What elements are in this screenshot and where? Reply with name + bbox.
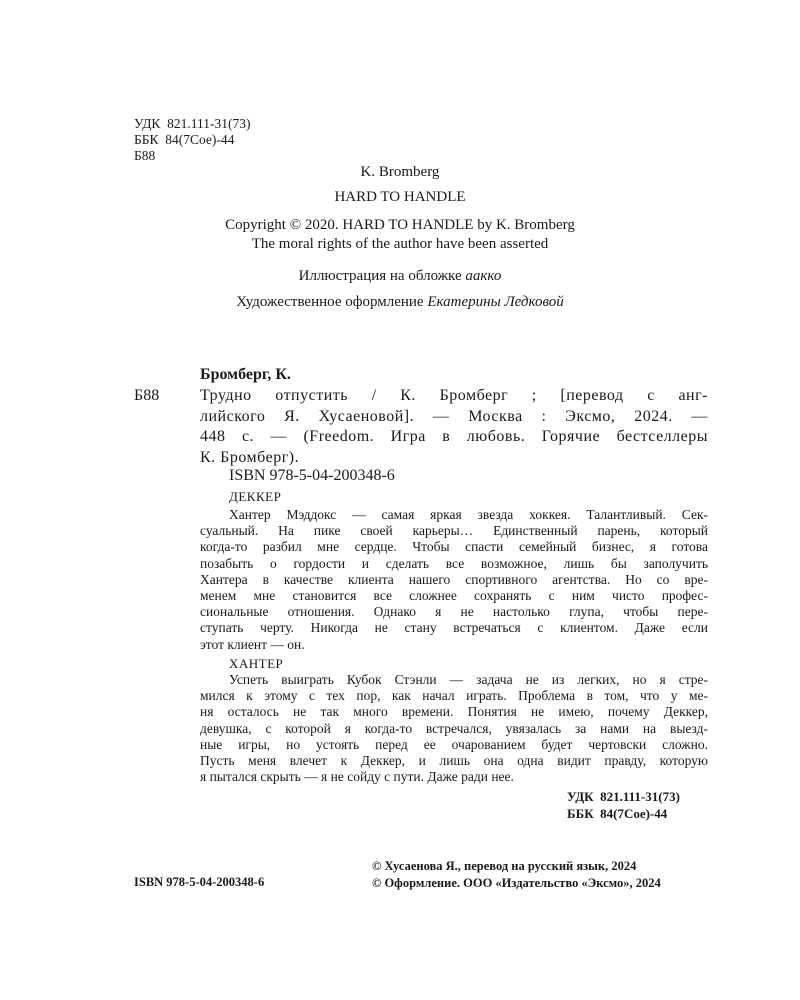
annotation-line: сиональные отношения. Однако я не настолько глупа, чтобы пере-	[200, 604, 708, 620]
illustration-label: Иллюстрация на обложке	[298, 268, 462, 284]
hunter-heading: ХАНТЕР	[229, 656, 284, 671]
udk-code: УДК 821.111-31(73)	[134, 116, 251, 131]
footer-bbk: ББК 84(7Сое)-44	[567, 806, 668, 821]
annotation-line: девушка, с которой я когда-то встречался, увязалась за нами на выезд-	[200, 720, 708, 736]
design-credit	[0, 294, 800, 311]
footer-classification	[567, 788, 680, 822]
annotation-line: Успеть выиграть Кубок Стэнли — задача не из легких, но я стре-	[229, 672, 708, 687]
annotation-line: я пытался скрыть — я не сойду с пути. Даже ради нее.	[200, 769, 514, 785]
translation-copyright: © Хусаенова Я., перевод на русский язык, 2024	[372, 859, 637, 873]
design-name: Екатерины Ледковой	[427, 294, 564, 310]
annotation-line: Хантера в качестве клиента нашего спортивного агентства. Но со вре-	[200, 571, 708, 587]
annotation-line: ные игры, но устоять перед ее очарованием будет чертовски сложно.	[200, 736, 708, 752]
decker-annotation	[200, 507, 708, 653]
catalog-isbn: ISBN 978-5-04-200348-6	[229, 467, 395, 484]
annotation-line: когда-то разбил мне сердце. Чтобы спасти семейный бизнес, я готова	[200, 539, 708, 555]
original-title: HARD TO HANDLE	[334, 189, 466, 205]
annotation-line: суальный. На пике своей карьеры… Единственный парень, который	[200, 523, 708, 539]
hunter-annotation	[200, 672, 708, 785]
catalog-description	[200, 386, 708, 468]
catalog-mark: Б88	[134, 387, 160, 404]
annotation-line: ступать черту. Никогда не стану встречаться с клиентом. Даже если	[200, 620, 708, 636]
description-line: К. Бромберг).	[200, 448, 300, 466]
annotation-line: Хантер Мэддокс — самая яркая звезда хоккея. Талантливый. Сек-	[229, 507, 708, 522]
annotation-line: ня осталось не так много времени. Понятия не имею, почему Деккер,	[200, 704, 708, 720]
design-copyright: © Оформление. ООО «Издательство «Эксмо», 2024	[372, 876, 661, 890]
bbk-code: ББК 84(7Сое)-44	[134, 132, 235, 147]
author-mark: Б88	[134, 148, 156, 163]
catalog-author-heading: Бромберг, К.	[200, 366, 291, 383]
footer-isbn: ISBN 978-5-04-200348-6	[134, 875, 265, 889]
moral-rights-line: The moral rights of the author have been asserted	[251, 236, 549, 252]
classification-block	[134, 116, 251, 164]
design-label: Художественное оформление	[236, 294, 424, 310]
annotation-line: этот клиент — он.	[200, 636, 305, 652]
annotation-line: мился к этому с тех пор, как начал играть. Проблема в том, что у ме-	[200, 688, 708, 704]
footer-udk: УДК 821.111-31(73)	[567, 789, 680, 804]
annotation-line: Пусть меня влечет к Деккер, и лишь она одна видит правду, которую	[200, 753, 708, 769]
decker-heading: ДЕККЕР	[229, 489, 282, 504]
description-line: 448 с. — (Freedom. Игра в любовь. Горячие бестселлеры	[200, 428, 708, 445]
description-line: лийского Я. Хусаеновой]. — Москва : Эксмо, 2024. —	[200, 407, 708, 425]
annotation-line: позабыть о гордости и сделать все возможное, лишь бы заполучить	[200, 555, 708, 571]
illustration-credit	[0, 268, 800, 285]
annotation-line: менем мне становится все сложнее сохранять с ним чисто профес-	[200, 588, 708, 604]
copyright-line: Copyright © 2020. HARD TO HANDLE by K. Bromberg	[225, 217, 575, 233]
footer-copyright	[372, 858, 661, 892]
description-line: Трудно отпустить / К. Бромберг ; [перевод с анг-	[200, 387, 708, 404]
original-author: K. Bromberg	[360, 164, 440, 180]
illustration-name: аакко	[465, 268, 502, 284]
